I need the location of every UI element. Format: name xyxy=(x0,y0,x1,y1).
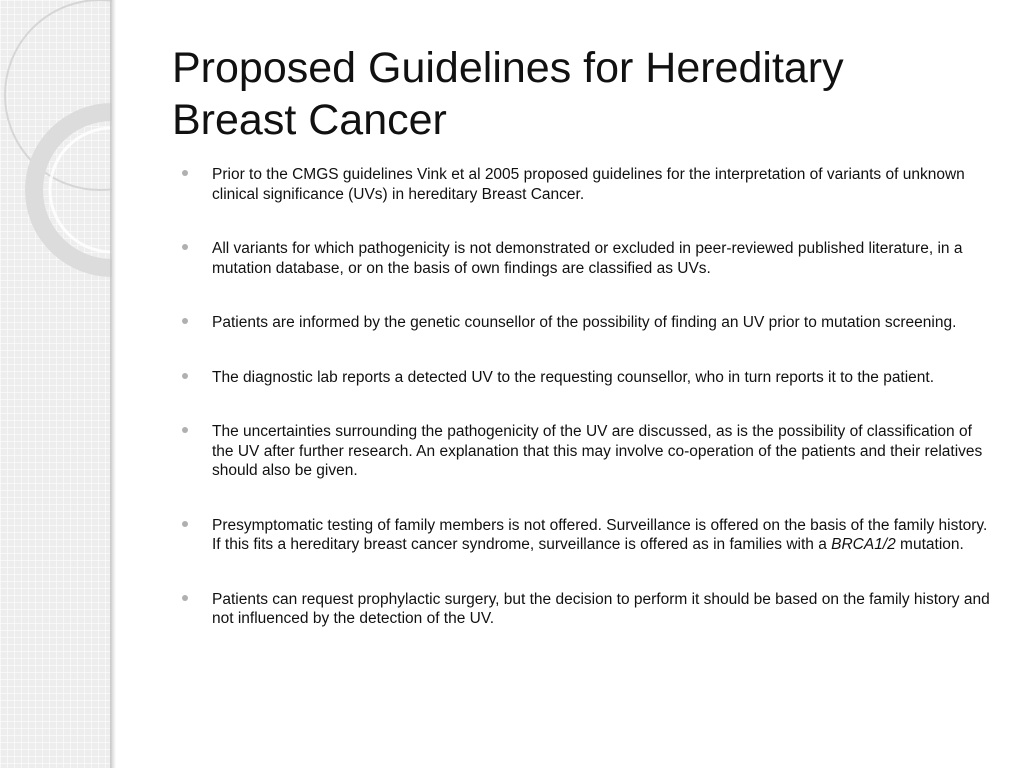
bullet-dot-icon xyxy=(182,427,188,433)
bullet-item xyxy=(180,368,995,388)
bullet-text: Patients are informed by the genetic counsellor of the possibility of finding an UV prior to mutation screening. xyxy=(212,314,957,331)
bullet-item xyxy=(180,313,995,333)
bullet-text: Prior to the CMGS guidelines Vink et al 2005 proposed guidelines for the interpretation of variants of unknown clinical significance (UVs) in hereditary Breast Cancer. xyxy=(212,166,965,203)
bullet-dot-icon xyxy=(182,170,188,176)
bullet-text: Patients can request prophylactic surgery, but the decision to perform it should be based on the family history and not influenced by the detection of the UV. xyxy=(212,590,990,627)
bullet-item xyxy=(180,516,995,555)
bullet-text-before: Presymptomatic testing of family members is not offered. Surveillance is offered on the basis of the family history. If this fits a hereditary breast cancer syndrome, surveillance is offered as in families with a xyxy=(212,516,988,553)
side-panel-edge-shadow xyxy=(110,0,116,768)
decorative-swirl-graphic xyxy=(0,0,112,300)
bullet-item xyxy=(180,422,995,481)
bullet-dot-icon xyxy=(182,521,188,527)
bullet-text: All variants for which pathogenicity is not demonstrated or excluded in peer-reviewed published literature, in a mutation database, or on the basis of own findings are classified as UVs. xyxy=(212,240,963,277)
bullet-dot-icon xyxy=(182,318,188,324)
bullet-item xyxy=(180,590,995,629)
bullet-dot-icon xyxy=(182,373,188,379)
bullet-text-after: mutation. xyxy=(895,536,964,553)
decorative-side-panel xyxy=(0,0,112,768)
gene-name: BRCA1/2 xyxy=(831,536,896,553)
bullet-list xyxy=(180,165,995,664)
bullet-text: The uncertainties surrounding the pathogenicity of the UV are discussed, as is the possibility of classification of the UV after further research. An explanation that this may involve co-operation of the patients and their relatives should also be given. xyxy=(212,423,983,479)
bullet-text: The diagnostic lab reports a detected UV to the requesting counsellor, who in turn reports it to the patient. xyxy=(212,368,935,386)
bullet-dot-icon xyxy=(182,595,188,601)
bullet-dot-icon xyxy=(182,244,188,250)
bullet-item xyxy=(180,165,995,204)
bullet-item xyxy=(180,239,995,278)
slide-title: Proposed Guidelines for Hereditary Breast Cancer xyxy=(172,44,844,144)
